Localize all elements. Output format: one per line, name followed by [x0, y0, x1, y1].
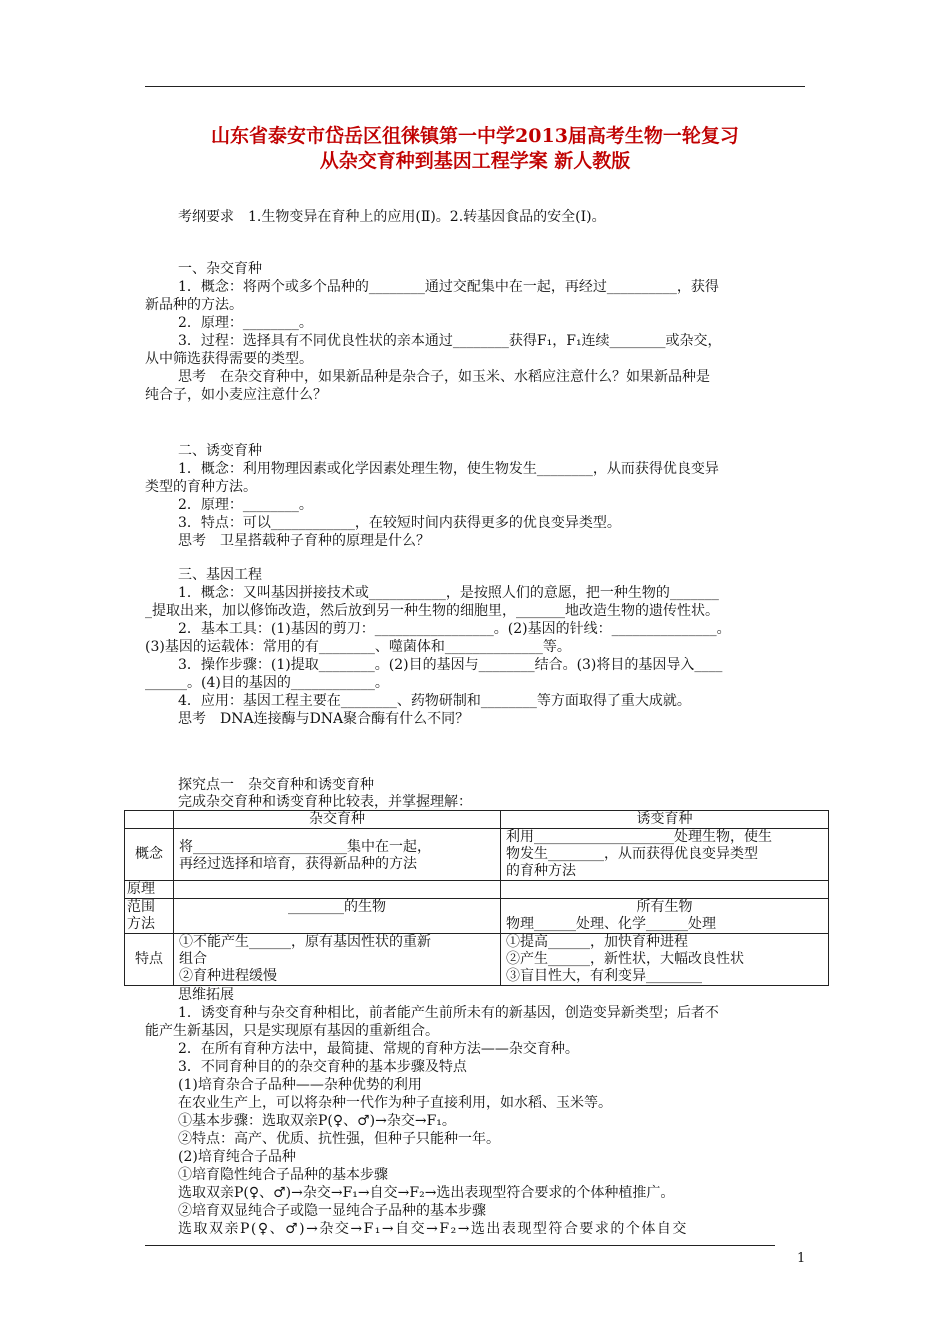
table-header-hybrid: 杂交育种 [174, 811, 501, 829]
cell-text: 再经过选择和培育，获得新品种的方法 [179, 856, 417, 872]
expand-line: 选取双亲P(♀、♂)→杂交→F₁→自交→F₂→选出表现型符合要求的个体自交 [178, 1221, 688, 1237]
table-row [125, 829, 829, 881]
expand-line: (1)培育杂合子品种——杂种优势的利用 [178, 1077, 422, 1093]
cell-text: ③盲目性大，有利变异________ [506, 968, 702, 984]
section2-line: 类型的育种方法。 [145, 479, 257, 495]
cell-text: 将______________________集中在一起， [179, 839, 431, 855]
section3-line: ______。(4)目的基因的____________。 [145, 675, 389, 691]
expand-line: ①基本步骤：选取双亲P(♀、♂)→杂交→F₁。 [178, 1113, 456, 1129]
row-label-method: 方法 [127, 916, 155, 932]
table-header-row [125, 811, 829, 829]
cell-text: ________的生物 [288, 899, 386, 915]
cell-text: ①不能产生______，原有基因性状的重新 [179, 934, 431, 950]
cell-range-hybrid [174, 899, 501, 934]
cell-text: ②产生______，新性状，大幅改良性状 [506, 951, 744, 967]
expand-line: 选取双亲P(♀、♂)→杂交→F₁→自交→F₂→选出表现型符合要求的个体种植推广。 [178, 1185, 675, 1201]
section2-line: 1．概念：利用物理因素或化学因素处理生物，使生物发生________，从而获得优良变异 [178, 461, 719, 477]
cell-principle-hybrid [174, 881, 501, 899]
section1-line: 从中筛选获得需要的类型。 [145, 351, 313, 367]
section3-line: 1．概念：又叫基因拼接技术或___________，是按照人们的意愿，把一种生物的_______ [178, 585, 719, 601]
expand-line: 1．诱变育种与杂交育种相比，前者能产生前所未有的新基因，创造变异新类型；后者不 [178, 1005, 719, 1021]
expand-line: ②特点：高产、优质、抗性强，但种子只能种一年。 [178, 1131, 500, 1147]
table-corner-cell [125, 811, 174, 829]
section1-line: 1．概念：将两个或多个品种的________通过交配集中在一起，再经过__________，获得 [178, 279, 719, 295]
explore-heading: 探究点一 杂交育种和诱变育种 [178, 777, 374, 793]
cell-text: ②育种进程缓慢 [179, 968, 277, 984]
cell-text: 组合 [179, 951, 207, 967]
document-title [145, 124, 805, 174]
table-row [125, 934, 829, 986]
section3-heading: 三、基因工程 [178, 567, 262, 583]
title-line-2: 从杂交育种到基因工程学案 新人教版 [319, 150, 631, 172]
section3-line: (3)基因的运载体：常用的有________、噬菌体和______________等。 [145, 639, 571, 655]
expand-line: 在农业生产上，可以将杂种一代作为种子直接利用，如水稻、玉米等。 [178, 1095, 612, 1111]
section3-line: 3．操作步骤：(1)提取________。(2)目的基因与________结合。(3)将目的基因导入____ [178, 657, 723, 673]
expand-line: ②培育双显纯合子或隐一显纯合子品种的基本步骤 [178, 1203, 486, 1219]
section2-heading: 二、诱变育种 [178, 443, 262, 459]
section3-question: 思考 DNA连接酶与DNA聚合酶有什么不同？ [178, 711, 470, 727]
cell-concept-hybrid [174, 829, 501, 881]
expand-line: ①培育隐性纯合子品种的基本步骤 [178, 1167, 388, 1183]
row-label-range-method [125, 899, 174, 934]
cell-text: 物理______处理、化学______处理 [506, 916, 716, 932]
expand-line: (2)培育纯合子品种 [178, 1149, 296, 1165]
cell-text: 的育种方法 [506, 863, 576, 879]
row-label-concept: 概念 [125, 829, 174, 881]
cell-feature-mutation [501, 934, 829, 986]
cell-range-method-mutation [501, 899, 829, 934]
page-number: 1 [797, 1251, 806, 1266]
syllabus: 考纲要求 1.生物变异在育种上的应用(Ⅱ)。2.转基因食品的安全(Ⅰ)。 [178, 209, 606, 225]
title-line-1: 山东省泰安市岱岳区徂徕镇第一中学2013届高考生物一轮复习 [211, 125, 739, 147]
header-rule [145, 86, 805, 87]
row-label-feature: 特点 [125, 934, 174, 986]
expand-line: 2．在所有育种方法中，最简捷、常规的育种方法——杂交育种。 [178, 1041, 579, 1057]
cell-text: 物发生________，从而获得优良变异类型 [506, 846, 758, 862]
section1-heading: 一、杂交育种 [178, 261, 262, 277]
footer-rule [145, 1245, 775, 1246]
section3-line: 4．应用：基因工程主要在________、药物研制和________等方面取得了重大成就。 [178, 693, 691, 709]
cell-principle-mutation [501, 881, 829, 899]
expand-line: 3．不同育种目的的杂交育种的基本步骤及特点 [178, 1059, 467, 1075]
table-header-mutation: 诱变育种 [501, 811, 829, 829]
section3-line: _提取出来，加以修饰改造，然后放到另一种生物的细胞里，_______地改造生物的遗传性状。 [145, 603, 719, 619]
cell-text: ①提高______，加快育种进程 [506, 934, 688, 950]
section1-question: 思考 在杂交育种中，如果新品种是杂合子，如玉米、水稻应注意什么？如果新品种是 [178, 369, 710, 385]
section1-line: 3．过程：选择具有不同优良性状的亲本通过________获得F₁，F₁连续________或杂交， [178, 333, 722, 349]
section1-question: 纯合子，如小麦应注意什么？ [145, 387, 327, 403]
section2-line: 3．特点：可以____________，在较短时间内获得更多的优良变异类型。 [178, 515, 621, 531]
section3-line: 2．基本工具：(1)基因的剪刀：_________________。(2)基因的针线：_______________。 [178, 621, 731, 637]
expand-heading: 思维拓展 [178, 987, 234, 1003]
explore-intro: 完成杂交育种和诱变育种比较表，并掌握理解： [178, 794, 472, 810]
table-row [125, 881, 829, 899]
cell-text: 所有生物 [636, 899, 693, 915]
section2-question: 思考 卫星搭载种子育种的原理是什么？ [178, 533, 430, 549]
cell-text: 利用____________________处理生物，使生 [506, 829, 772, 845]
table-row [125, 899, 829, 934]
row-label-principle: 原理 [125, 881, 174, 899]
cell-concept-mutation [501, 829, 829, 881]
cell-feature-hybrid [174, 934, 501, 986]
expand-line: 能产生新基因，只是实现原有基因的重新组合。 [145, 1023, 439, 1039]
section1-line: 2．原理：________。 [178, 315, 313, 331]
section2-line: 2．原理：________。 [178, 497, 313, 513]
section1-line: 新品种的方法。 [145, 297, 243, 313]
cell-text [179, 916, 495, 933]
comparison-table [124, 810, 829, 986]
row-label-range: 范围 [127, 899, 155, 915]
